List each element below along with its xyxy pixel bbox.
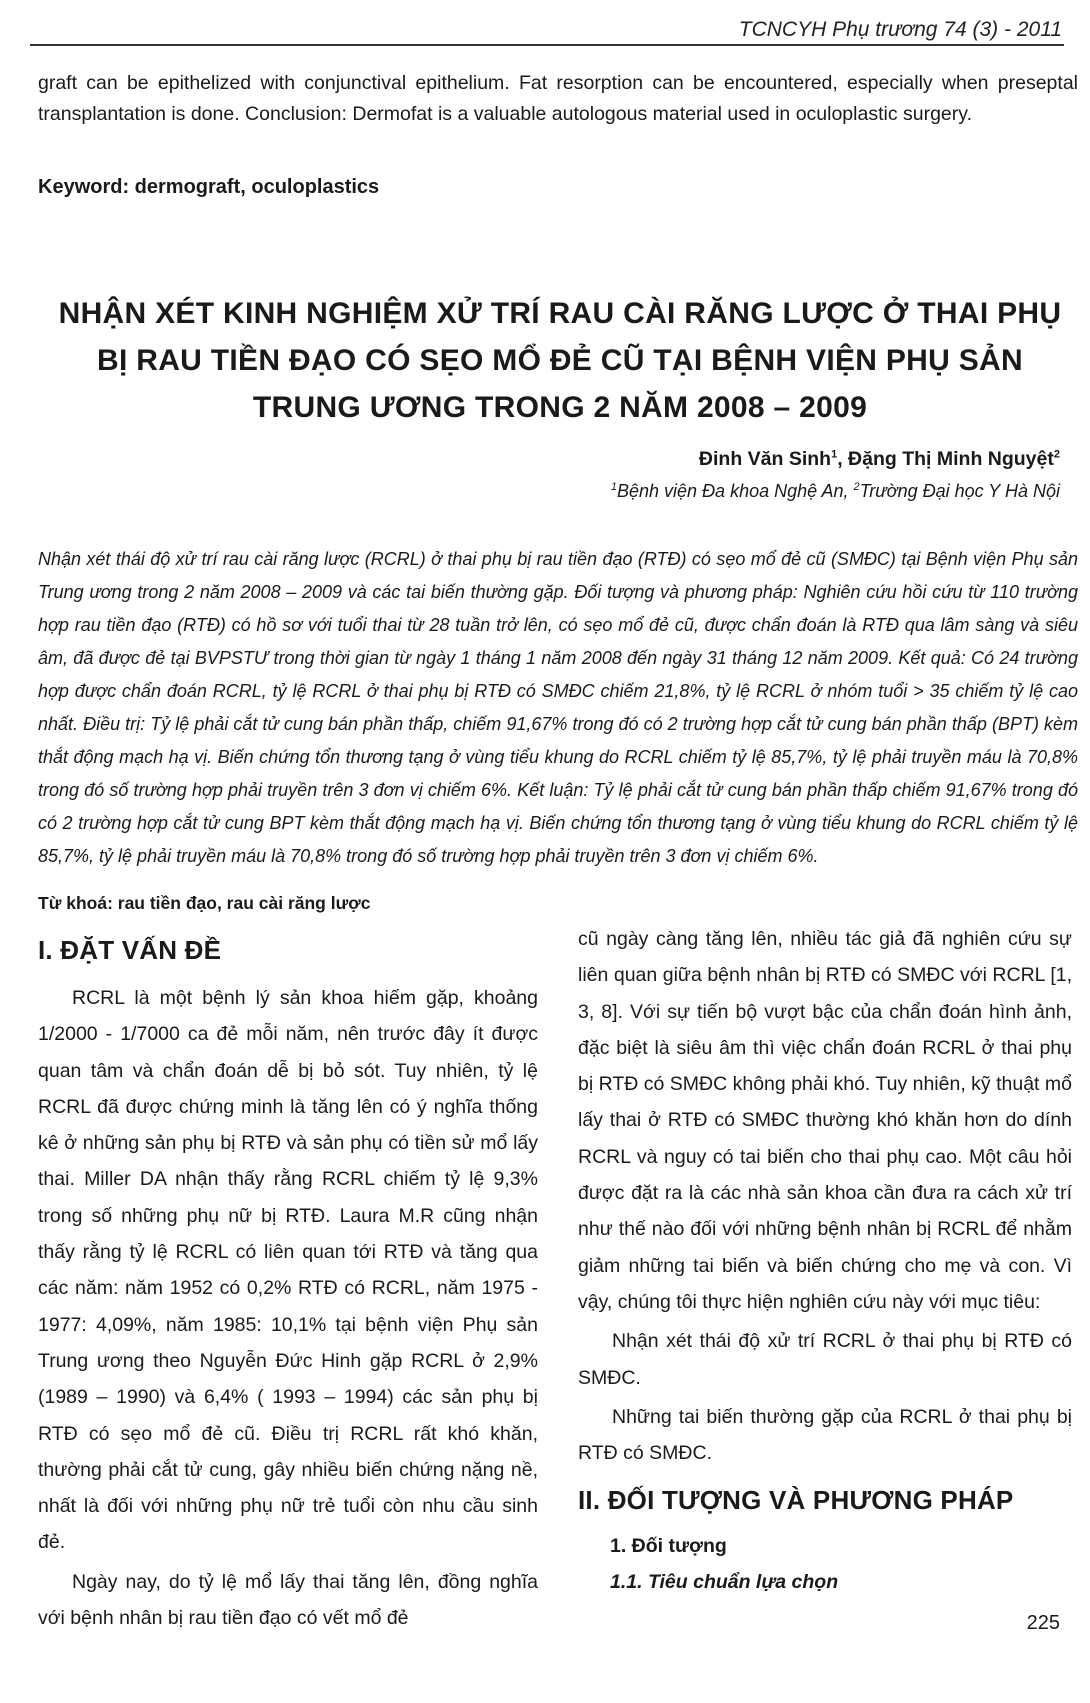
previous-article-keyword: Keyword: dermograft, oculoplastics <box>38 176 380 198</box>
header-rule <box>30 44 1064 46</box>
article-title-line-3: TRUNG ƯƠNG TRONG 2 NĂM 2008 – 2009 <box>252 391 868 424</box>
section-1-paragraph-1: RCRL là một bệnh lý sản khoa hiếm gặp, khoảng 1/2000 - 1/7000 ca đẻ mỗi năm, nên trước đây ít được quan tâm và chẩn đoán dễ bị bỏ sót. Tuy nhiên, tỷ lệ RCRL đã được chứng minh là tăng lên có ý nghĩa thống kê ở những sản phụ bị RTĐ và sản phụ có tiền sử mổ lấy thai. Miller DA nhận thấy rằng RCRL chiếm tỷ lệ 9,3% trong số những phụ nữ bị RTĐ. Laura M.R cũng nhận thấy rằng tỷ lệ RCRL có liên quan tới RTĐ và tăng qua các năm: năm 1952 có 0,2% RTĐ có RCRL, năm 1975 - 1977: 4,09%, năm 1985: 10,1% tại bệnh viện Phụ sản Trung ương theo Nguyễn Đức Hinh gặp RCRL ở 2,9% (1989 – 1990) và 6,4% ( 1993 – 1994) các sản phụ bị RTĐ có sẹo mổ đẻ cũ. Điều trị RCRL rất khó khăn, thường phải cắt tử cung, gây nhiều biến chứng nặng nề, nhất là đối với những phụ nữ trẻ tuổi còn nhu cầu sinh đẻ. <box>38 987 538 1554</box>
article-title <box>40 290 1080 431</box>
section-1-heading: I. ĐẶT VẤN ĐỀ <box>38 935 222 965</box>
abstract: Nhận xét thái độ xử trí rau cài răng lược (RCRL) ở thai phụ bị rau tiền đạo (RTĐ) có sẹo mổ đẻ cũ (SMĐC) tại Bệnh viện Phụ sản Trung ương trong 2 năm 2008 – 2009 và các tai biến thường gặp. Đối tượng và phương pháp: Nghiên cứu hồi cứu từ 110 trường hợp rau tiền đạo (RTĐ) có hồ sơ với tuổi thai từ 28 tuần trở lên, có sẹo mổ đẻ cũ, được chẩn đoán là RTĐ qua lâm sàng và siêu âm, đã được đẻ tại BVPSTƯ trong thời gian từ ngày 1 tháng 1 năm 2008 đến ngày 31 tháng 12 năm 2009. Kết quả: Có 24 trường hợp được chẩn đoán RCRL, tỷ lệ RCRL ở thai phụ bị RTĐ có SMĐC chiếm 21,8%, tỷ lệ RCRL ở nhóm tuổi > 35 chiếm tỷ lệ cao nhất. Điều trị: Tỷ lệ phải cắt tử cung bán phần thấp, chiếm 91,67% trong đó có 2 trường hợp cắt tử cung bán phần thấp (BPT) kèm thắt động mạch hạ vị. Biến chứng tổn thương tạng ở vùng tiểu khung do RCRL chiếm tỷ lệ 85,7%, tỷ lệ phải truyền máu là 70,8% trong đó số trường hợp phải truyền trên 3 đơn vị chiếm 6%. Kết luận: Tỷ lệ phải cắt tử cung bán phần thấp chiếm 91,67% trong đó có 2 trường hợp cắt tử cung BPT kèm thắt động mạch hạ vị. Biến chứng tổn thương tạng ở vùng tiểu khung do RCRL chiếm tỷ lệ 85,7%, tỷ lệ phải truyền máu là 70,8% trong đó số trường hợp phải truyền trên 3 đơn vị chiếm 6%. <box>38 549 1078 866</box>
article-title-line-1: NHẬN XÉT KINH NGHIỆM XỬ TRÍ RAU CÀI RĂNG LƯỢC Ở THAI PHỤ <box>58 297 1062 330</box>
affiliation-2-mark: 2 <box>853 481 860 493</box>
left-column <box>38 925 538 1636</box>
previous-article-abstract-end: graft can be epithelized with conjunctival epithelium. Fat resorption can be encountered, especially when preseptal transplantation is done. Conclusion: Dermofat is a valuable autologous material used in oculoplastic surgery. <box>38 72 1078 125</box>
objective-2: Những tai biến thường gặp của RCRL ở thai phụ bị RTĐ có SMĐC. <box>578 1405 1072 1465</box>
section-2-heading: II. ĐỐI TƯỢNG VÀ PHƯƠNG PHÁP <box>578 1485 1014 1516</box>
page-number: 225 <box>1026 1612 1060 1634</box>
affiliation-2: Trường Đại học Y Hà Nội <box>859 481 1060 501</box>
objective-1: Nhận xét thái độ xử trí RCRL ở thai phụ bị RTĐ có SMĐC. <box>578 1330 1072 1389</box>
section-1-paragraph-2: Ngày nay, do tỷ lệ mổ lấy thai tăng lên, đồng nghĩa với bệnh nhân bị rau tiền đạo có vết mổ đẻ <box>38 1570 538 1630</box>
affiliation-1: Bệnh viện Đa khoa Nghệ An, <box>617 481 854 501</box>
author-list <box>699 448 1060 471</box>
author-separator: , <box>837 448 849 470</box>
journal-header: TCNCYH Phụ trương 74 (3) - 2011 <box>738 18 1062 41</box>
section-1-paragraph-2-continued: cũ ngày càng tăng lên, nhiều tác giả đã nghiên cứu sự liên quan giữa bệnh nhân bị RTĐ có SMĐC với RCRL [1, 3, 8]. Với sự tiến bộ vượt bậc của chẩn đoán hình ảnh, đặc biệt là siêu âm thì việc chẩn đoán RCRL ở thai phụ bị RTĐ có SMĐC không phải khó. Tuy nhiên, kỹ thuật mổ lấy thai ở RTĐ có SMĐC thường khó khăn hơn do dính RCRL và nguy có tai biến cho thai phụ cao. Một câu hỏi được đặt ra là các nhà sản khoa cần đưa ra cách xử trí như thế nào đối với những bệnh nhân bị RCRL để nhằm giảm những tai biến và biến chứng cho mẹ và con. Vì vậy, chúng tôi thực hiện nghiên cứu này với mục tiêu: <box>578 928 1072 1313</box>
affiliations <box>611 481 1060 502</box>
author-1-affiliation-mark: 1 <box>831 448 838 461</box>
author-2-affiliation-mark: 2 <box>1053 448 1060 461</box>
affiliation-1-mark: 1 <box>610 481 617 493</box>
right-column <box>578 921 1072 1598</box>
author-1: Đinh Văn Sinh <box>698 448 832 470</box>
subsection-1-heading: 1. Đối tượng <box>610 1535 727 1558</box>
subsection-1-1-heading: 1.1. Tiêu chuẩn lựa chọn <box>610 1571 839 1594</box>
article-title-line-2: BỊ RAU TIỀN ĐẠO CÓ SẸO MỔ ĐẺ CŨ TẠI BỆNH VIỆN PHỤ SẢN <box>97 344 1023 377</box>
author-2: Đặng Thị Minh Nguyệt <box>848 448 1054 470</box>
keywords: Từ khoá: rau tiền đạo, rau cài răng lược <box>38 893 371 913</box>
